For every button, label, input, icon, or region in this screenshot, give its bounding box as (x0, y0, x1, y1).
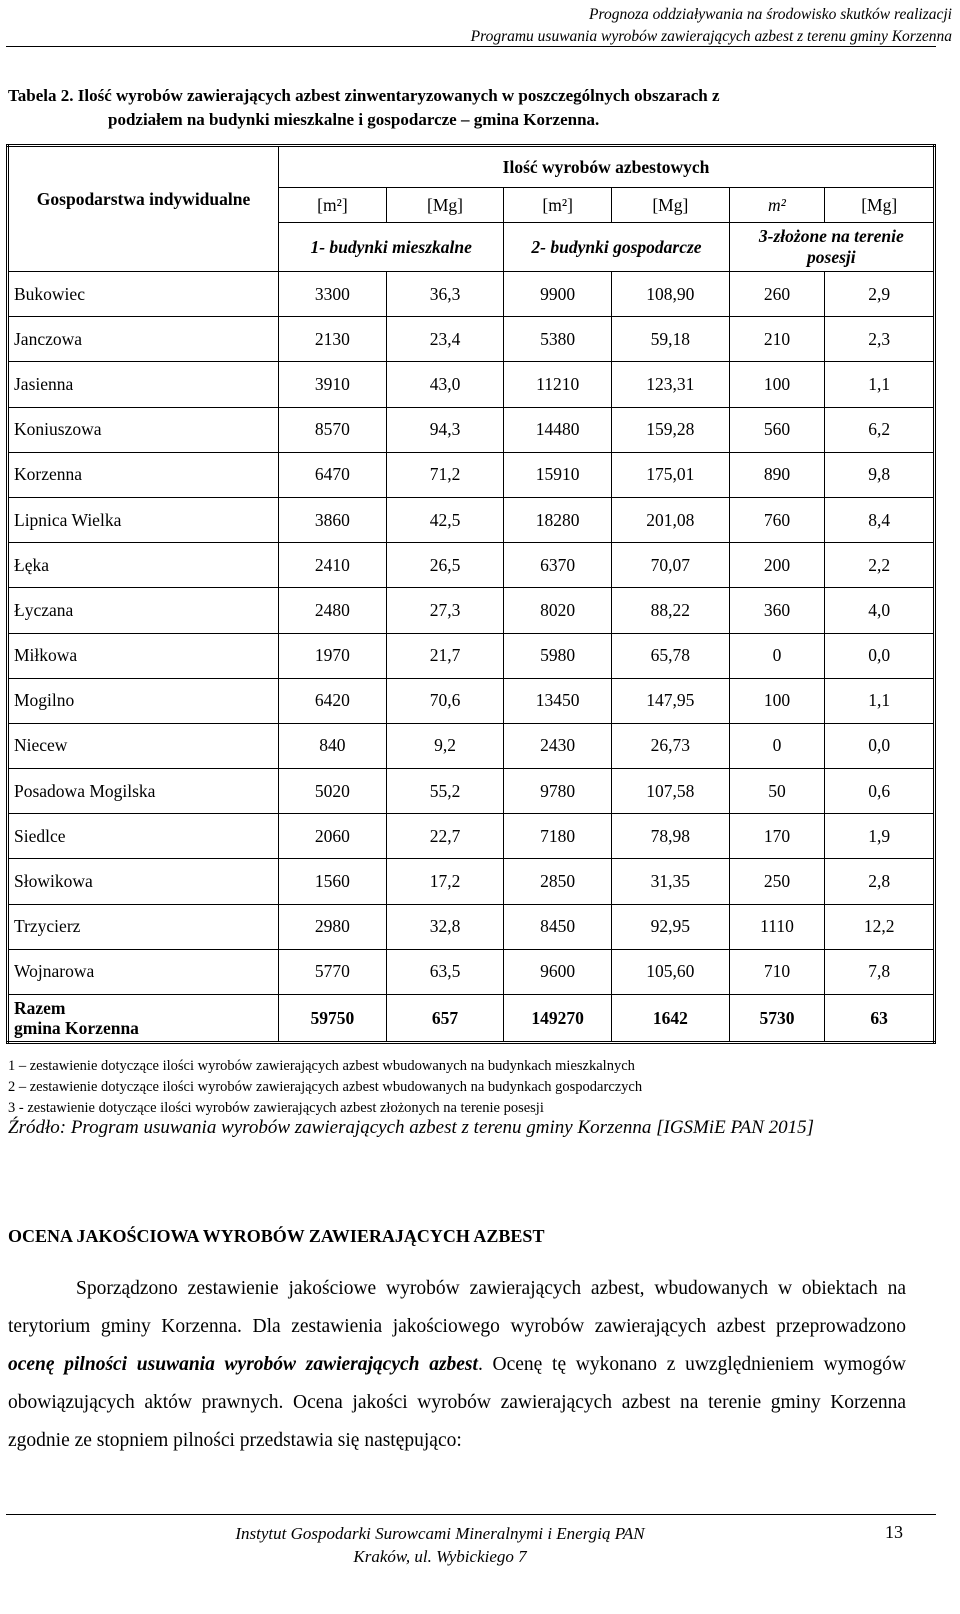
paragraph-emphasis: ocenę pilności usuwania wyrobów zawierających azbest (8, 1354, 478, 1375)
table-cell: 170 (729, 814, 825, 859)
table-cell: 210 (729, 317, 825, 362)
table-cell: 250 (729, 859, 825, 904)
table-cell: 2060 (279, 814, 387, 859)
table-cell: 1,1 (825, 362, 935, 407)
total-cell: 657 (386, 995, 504, 1043)
table-row (8, 272, 935, 317)
table-cell: 59,18 (612, 317, 730, 362)
table-row (8, 407, 935, 452)
total-label-line-2: gmina Korzenna (14, 1018, 139, 1038)
table-cell: 2,3 (825, 317, 935, 362)
table-row (8, 723, 935, 768)
table-cell: 43,0 (386, 362, 504, 407)
table-cell: 2850 (504, 859, 612, 904)
table-cell: 360 (729, 588, 825, 633)
table-cell: 1560 (279, 859, 387, 904)
table-cell: 2980 (279, 904, 387, 949)
table-cell: 108,90 (612, 272, 730, 317)
table-cell: 42,5 (386, 497, 504, 542)
table-cell: 3860 (279, 497, 387, 542)
table-cell: 12,2 (825, 904, 935, 949)
table-cell: 890 (729, 452, 825, 497)
total-cell: 59750 (279, 995, 387, 1043)
row-name: Janczowa (8, 317, 279, 362)
row-name: Łyczana (8, 588, 279, 633)
section-title: OCENA JAKOŚCIOWA WYROBÓW ZAWIERAJĄCYCH AZBEST (8, 1226, 545, 1246)
unit-header: [m²] (504, 188, 612, 223)
row-name: Posadowa Mogilska (8, 769, 279, 814)
table-row (8, 949, 935, 994)
table-cell: 3300 (279, 272, 387, 317)
table-cell: 1970 (279, 633, 387, 678)
table-cell: 201,08 (612, 497, 730, 542)
row-name: Słowikowa (8, 859, 279, 904)
table-cell: 70,6 (386, 678, 504, 723)
table-cell: 2430 (504, 723, 612, 768)
category-header: 1- budynki mieszkalne (279, 223, 504, 272)
table-row (8, 633, 935, 678)
table-cell: 9,2 (386, 723, 504, 768)
table-cell: 100 (729, 678, 825, 723)
table-cell: 71,2 (386, 452, 504, 497)
table-cell: 7180 (504, 814, 612, 859)
table-cell: 5980 (504, 633, 612, 678)
table-note: 1 – zestawienie dotyczące ilości wyrobów zawierających azbest wbudowanych na budynkach mieszkalnych (8, 1058, 635, 1074)
table-row (8, 317, 935, 362)
table-cell: 9600 (504, 949, 612, 994)
total-cell: 1642 (612, 995, 730, 1043)
table-cell: 5770 (279, 949, 387, 994)
table-row (8, 678, 935, 723)
asbestos-table (6, 144, 936, 1044)
table-cell: 17,2 (386, 859, 504, 904)
row-name: Siedlce (8, 814, 279, 859)
table-cell: 50 (729, 769, 825, 814)
row-name: Łęka (8, 543, 279, 588)
table-cell: 1,1 (825, 678, 935, 723)
table-cell: 100 (729, 362, 825, 407)
row-name: Lipnica Wielka (8, 497, 279, 542)
table-cell: 0 (729, 723, 825, 768)
unit-header: [Mg] (612, 188, 730, 223)
unit-header: [m²] (279, 188, 387, 223)
table-cell: 92,95 (612, 904, 730, 949)
table-cell: 123,31 (612, 362, 730, 407)
table-row (8, 814, 935, 859)
total-row (8, 995, 935, 1043)
table-cell: 9,8 (825, 452, 935, 497)
page-number: 13 (885, 1522, 903, 1542)
table-cell: 2,8 (825, 859, 935, 904)
table-cell: 4,0 (825, 588, 935, 633)
table-cell: 5020 (279, 769, 387, 814)
footer-divider (6, 1514, 936, 1515)
table-row (8, 904, 935, 949)
table-cell: 175,01 (612, 452, 730, 497)
group-header: Ilość wyrobów azbestowych (279, 146, 935, 188)
row-name: Jasienna (8, 362, 279, 407)
table-row (8, 543, 935, 588)
table-cell: 0,0 (825, 723, 935, 768)
table-cell: 2480 (279, 588, 387, 633)
row-name: Koniuszowa (8, 407, 279, 452)
table-cell: 560 (729, 407, 825, 452)
total-label-line-1: Razem (14, 998, 66, 1018)
table-cell: 88,22 (612, 588, 730, 633)
footer-line-2: Kraków, ul. Wybickiego 7 (353, 1547, 527, 1566)
total-cell: 149270 (504, 995, 612, 1043)
table-cell: 840 (279, 723, 387, 768)
row-name: Trzycierz (8, 904, 279, 949)
table-cell: 1110 (729, 904, 825, 949)
table-cell: 105,60 (612, 949, 730, 994)
table-row (8, 859, 935, 904)
table-cell: 0 (729, 633, 825, 678)
table-cell: 2,9 (825, 272, 935, 317)
header-divider (6, 46, 936, 47)
table-cell: 0,0 (825, 633, 935, 678)
table-cell: 147,95 (612, 678, 730, 723)
body-paragraph (8, 1270, 906, 1460)
table-cell: 107,58 (612, 769, 730, 814)
table-cell: 65,78 (612, 633, 730, 678)
table-row (8, 452, 935, 497)
table-cell: 6420 (279, 678, 387, 723)
table-cell: 63,5 (386, 949, 504, 994)
paragraph-part-2: . Ocenę tę wykonano z uwzględnieniem wymogów obowiązujących aktów prawnych. Ocena jakości wyrobów zawierających azbest na terenie gminy Korzenna zgodnie ze stopniem pilności przedstawia się następująco: (8, 1354, 906, 1451)
table-cell: 3910 (279, 362, 387, 407)
corner-header: Gospodarstwa indywidualne (8, 146, 279, 272)
category-header: 2- budynki gospodarcze (504, 223, 729, 272)
table-cell: 21,7 (386, 633, 504, 678)
table-cell: 27,3 (386, 588, 504, 633)
running-header-line-2: Programu usuwania wyrobów zawierających azbest z terenu gminy Korzenna (470, 28, 952, 45)
footer-line-1: Instytut Gospodarki Surowcami Mineralnymi i Energią PAN (235, 1524, 645, 1543)
total-cell: 63 (825, 995, 935, 1043)
table-cell: 6470 (279, 452, 387, 497)
table-cell: 11210 (504, 362, 612, 407)
table-cell: 18280 (504, 497, 612, 542)
running-header-line-1: Prognoza oddziaływania na środowisko skutków realizacji (589, 6, 952, 23)
running-header (0, 4, 952, 48)
table-cell: 1,9 (825, 814, 935, 859)
table-cell: 26,73 (612, 723, 730, 768)
table-cell: 6370 (504, 543, 612, 588)
table-notes (8, 1056, 936, 1119)
row-name: Mogilno (8, 678, 279, 723)
table-cell: 23,4 (386, 317, 504, 362)
table-caption-line-1: Tabela 2. Ilość wyrobów zawierających azbest zinwentaryzowanych w poszczególnych obszarach z (8, 86, 720, 105)
table-cell: 5380 (504, 317, 612, 362)
table-cell: 8570 (279, 407, 387, 452)
table-cell: 94,3 (386, 407, 504, 452)
table-row (8, 588, 935, 633)
unit-header: m² (729, 188, 825, 223)
table-cell: 159,28 (612, 407, 730, 452)
table-cell: 78,98 (612, 814, 730, 859)
table-cell: 6,2 (825, 407, 935, 452)
row-name: Korzenna (8, 452, 279, 497)
row-name: Bukowiec (8, 272, 279, 317)
unit-header: [Mg] (386, 188, 504, 223)
total-label (8, 995, 279, 1043)
category-header: 3-złożone na terenie posesji (729, 223, 934, 272)
table-cell: 36,3 (386, 272, 504, 317)
total-cell: 5730 (729, 995, 825, 1043)
row-name: Niecew (8, 723, 279, 768)
unit-header: [Mg] (825, 188, 935, 223)
table-cell: 760 (729, 497, 825, 542)
table-cell: 55,2 (386, 769, 504, 814)
row-name: Wojnarowa (8, 949, 279, 994)
table-cell: 26,5 (386, 543, 504, 588)
source-citation: Źródło: Program usuwania wyrobów zawierających azbest z terenu gminy Korzenna [IGSMiE PAN 2015] (8, 1117, 815, 1138)
table-cell: 2,2 (825, 543, 935, 588)
paragraph-part-1: Sporządzono zestawienie jakościowe wyrobów zawierających azbest, wbudowanych w obiektach na terytorium gminy Korzenna. Dla zestawienia jakościowego wyrobów zawierających azbest przeprowadzono (8, 1278, 906, 1337)
table-cell: 13450 (504, 678, 612, 723)
table-cell: 31,35 (612, 859, 730, 904)
table-cell: 0,6 (825, 769, 935, 814)
table-cell: 8020 (504, 588, 612, 633)
table-row (8, 362, 935, 407)
table-cell: 710 (729, 949, 825, 994)
table-row (8, 769, 935, 814)
table-cell: 15910 (504, 452, 612, 497)
table-cell: 9900 (504, 272, 612, 317)
table-cell: 22,7 (386, 814, 504, 859)
page-footer (150, 1522, 730, 1568)
table-note: 2 – zestawienie dotyczące ilości wyrobów zawierających azbest wbudowanych na budynkach gospodarczych (8, 1079, 643, 1095)
table-cell: 32,8 (386, 904, 504, 949)
table-cell: 7,8 (825, 949, 935, 994)
table-cell: 14480 (504, 407, 612, 452)
table-cell: 8,4 (825, 497, 935, 542)
table-cell: 260 (729, 272, 825, 317)
table-cell: 2130 (279, 317, 387, 362)
table-cell: 9780 (504, 769, 612, 814)
table-cell: 70,07 (612, 543, 730, 588)
table-caption (8, 84, 936, 132)
table-caption-line-2: podziałem na budynki mieszkalne i gospodarcze – gmina Korzenna. (108, 110, 600, 129)
table-note: 3 - zestawienie dotyczące ilości wyrobów zawierających azbest złożonych na terenie posesji (8, 1100, 544, 1116)
table-cell: 2410 (279, 543, 387, 588)
row-name: Miłkowa (8, 633, 279, 678)
table-cell: 200 (729, 543, 825, 588)
table-cell: 8450 (504, 904, 612, 949)
table-row (8, 497, 935, 542)
